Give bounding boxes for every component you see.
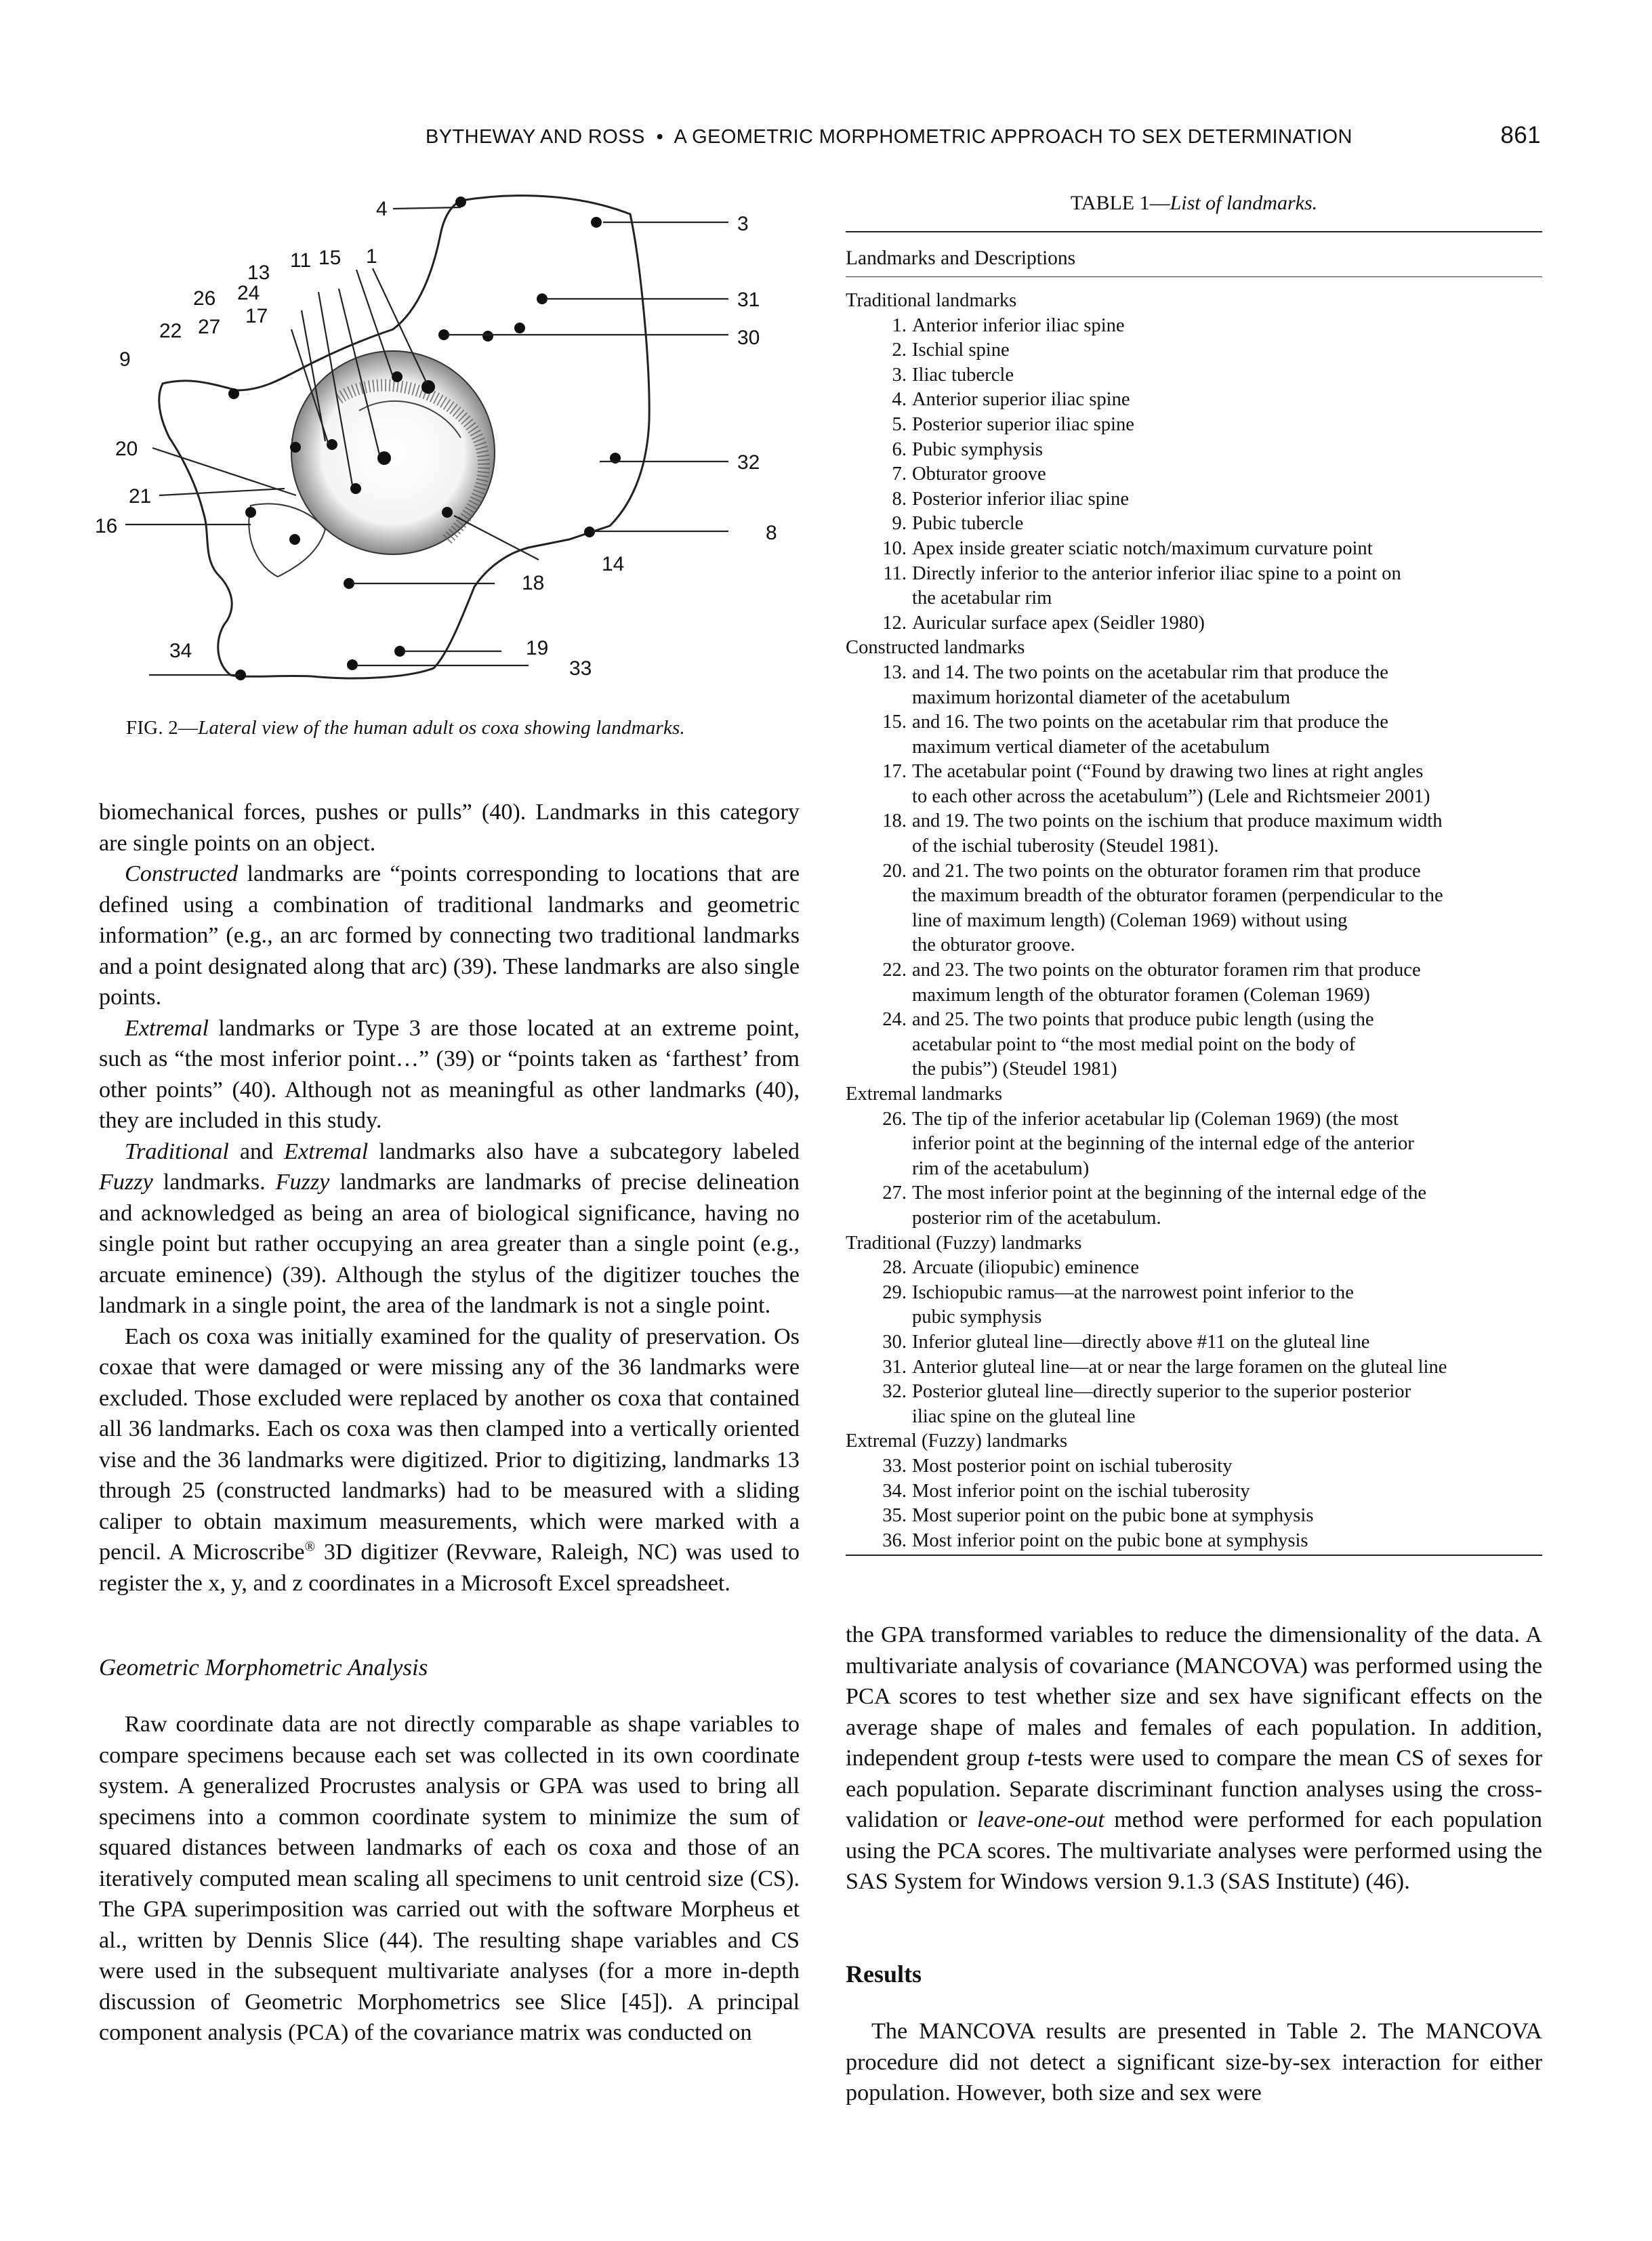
- table-row: [846, 413, 1542, 438]
- table-row-continuation: the pubis”) (Steudel 1981): [912, 1058, 1117, 1080]
- landmark-number: 5.: [892, 413, 907, 435]
- landmark-description: Iliac tubercle: [912, 364, 1014, 386]
- landmark-number: 11.: [883, 562, 907, 584]
- table-title-text: List of landmarks.: [1170, 192, 1318, 214]
- running-head-bullet: •: [656, 126, 664, 148]
- left-column-top: [99, 797, 800, 1599]
- table-row: [846, 1256, 1542, 1281]
- paragraph: The MANCOVA results are presented in Table 2. The MANCOVA procedure did not detect a significant size-by-sex interaction for either population. However, both size and sex were: [846, 2019, 1542, 2105]
- landmark-number: 26.: [882, 1108, 907, 1130]
- text: landmarks also have a subcategory labeled: [368, 1138, 800, 1164]
- landmark-number: 29.: [882, 1281, 907, 1303]
- landmark-description: Auricular surface apex (Seidler 1980): [912, 612, 1205, 634]
- landmark-number: 31.: [882, 1356, 907, 1378]
- table-row: [846, 1454, 1542, 1479]
- table-row-continuation: line of maximum length) (Coleman 1969) without using: [912, 909, 1348, 931]
- table-row-continuation: rim of the acetabulum): [912, 1157, 1090, 1179]
- paragraph: [99, 1136, 800, 1321]
- running-head: [426, 122, 1541, 148]
- figure-caption-prefix: FIG. 2—: [126, 717, 199, 739]
- landmark-number: 2.: [892, 340, 907, 361]
- fig-label: 16: [95, 515, 118, 537]
- table-row: [846, 512, 1542, 537]
- table-row-continuation: to each other across the acetabulum”) (Lele and Richtsmeier 2001): [912, 785, 1430, 807]
- table-row: [846, 661, 1542, 686]
- fig-label: 14: [602, 553, 625, 575]
- os-coxa-drawing: [95, 187, 833, 716]
- table-row: [846, 562, 1542, 587]
- fig-label: 26: [193, 287, 216, 310]
- landmark-description: Inferior gluteal line—directly above #11 on the gluteal line: [912, 1331, 1370, 1353]
- emphasis: Fuzzy: [275, 1170, 330, 1195]
- text: landmarks are landmarks of precise delineation and acknowledged as being an area of biological significance, having no single point but rather occupying an area greater than a single point (e.g., arcuate eminence) (39). Although the stylus of the digitizer touches the landmark in a single point, the area of the landmark is not a single point.: [99, 1170, 800, 1318]
- fig-label: 34: [169, 640, 192, 662]
- fig-label: 9: [119, 348, 131, 371]
- table-row-continuation: inferior point at the beginning of the internal edge of the anterior: [912, 1133, 1414, 1155]
- table-title: [846, 192, 1542, 215]
- table-group-heading: Extremal landmarks: [846, 1084, 1003, 1105]
- landmark-description: Pubic tubercle: [912, 513, 1024, 535]
- text: Each os coxa was initially examined for the quality of preservation. Os coxae that were damaged or were missing any of the 36 landmarks were excluded. Those excluded were replaced by another os coxa that contained all 36 landmarks. Each os coxa was then clamped into a vertically oriented vise and the 36 landmarks were digitized. Prior to digitizing, landmarks 13 through 25 (constructed landmarks) had to be measured with a sliding caliper to obtain maximum measurements, which were marked with a pencil. A Microscribe: [99, 1323, 800, 1565]
- landmark-description: and 25. The two points that produce pubic length (using the: [912, 1009, 1374, 1031]
- table-row-continuation: the maximum breadth of the obturator foramen (perpendicular to the: [912, 885, 1443, 907]
- landmark-number: 20.: [882, 860, 907, 882]
- landmark-description: Most superior point on the pubic bone at symphysis: [912, 1505, 1314, 1527]
- landmark-number: 6.: [892, 438, 907, 460]
- table-row-continuation: maximum horizontal diameter of the acetabulum: [912, 686, 1291, 708]
- section-heading: Geometric Morphometric Analysis: [99, 1654, 428, 1681]
- table-header-rule: [846, 276, 1542, 277]
- landmark-description: and 21. The two points on the obturator foramen rim that produce: [912, 860, 1421, 882]
- fig-label: 22: [159, 320, 182, 342]
- landmark-number: 10.: [882, 537, 907, 559]
- table-row: [846, 438, 1542, 463]
- landmark-number: 35.: [882, 1505, 907, 1527]
- landmark-number: 3.: [892, 364, 907, 386]
- table-row: [846, 487, 1542, 512]
- registered-mark: ®: [304, 1539, 316, 1555]
- table-row: [846, 1330, 1542, 1355]
- landmark-description: The tip of the inferior acetabular lip (Coleman 1969) (the most: [912, 1108, 1399, 1130]
- landmark-description: Obturator groove: [912, 464, 1046, 485]
- text: -tests were used to compare the mean CS of sexes for each population. Separate discriminant function analyses using the cross-validation or: [846, 1746, 1542, 1832]
- running-head-authors: BYTHEWAY AND ROSS: [426, 126, 645, 148]
- fig-label: 13: [247, 262, 270, 284]
- table-row: [846, 859, 1542, 884]
- table-row: [846, 363, 1542, 388]
- table-body: [846, 289, 1542, 1553]
- table-row-continuation: pubic symphysis: [912, 1307, 1042, 1328]
- table-row: [846, 809, 1542, 834]
- paragraph: [99, 1013, 800, 1136]
- table-row-continuation: posterior rim of the acetabulum.: [912, 1207, 1161, 1229]
- table-row: [846, 462, 1542, 487]
- table-row: [846, 1504, 1542, 1529]
- landmark-description: Most inferior point on the ischial tuberosity: [912, 1480, 1250, 1502]
- table-row: [846, 338, 1542, 363]
- emphasis: Extremal: [284, 1138, 369, 1164]
- table-row-continuation: maximum vertical diameter of the acetabulum: [912, 736, 1270, 758]
- table-header: Landmarks and Descriptions: [846, 247, 1076, 269]
- landmark-number: 22.: [882, 960, 907, 981]
- figure-caption: [126, 717, 685, 739]
- landmark-description: The most inferior point at the beginning of the internal edge of the: [912, 1183, 1427, 1204]
- table-row: [846, 1479, 1542, 1504]
- fig-label: 30: [737, 327, 760, 349]
- paragraph: Raw coordinate data are not directly comparable as shape variables to compare specimens because each set was collected in its own coordinate system. A generalized Procrustes analysis or GPA was used to bring all specimens into a common coordinate system to minimize the sum of squared distances between landmarks of each os coxa and those of an iteratively computed mean scaling all specimens to unit centroid size (CS). The GPA superimposition was carried out with the software Morpheus et al., written by Dennis Slice (44). The resulting shape variables and CS were used in the subsequent multivariate analyses (for a more in-depth discussion of Geometric Morphometrics see Slice [45]). A principal component analysis (PCA) of the covariance matrix was conducted on: [99, 1712, 800, 2045]
- table-row-continuation: iliac spine on the gluteal line: [912, 1405, 1136, 1427]
- results-text: [846, 2016, 1542, 2109]
- landmark-number: 30.: [882, 1331, 907, 1353]
- landmark-number: 27.: [882, 1183, 907, 1204]
- landmark-description: Pubic symphysis: [912, 438, 1044, 460]
- landmark-description: Ischiopubic ramus—at the narrowest point inferior to the: [912, 1281, 1354, 1303]
- table-row: [846, 1107, 1542, 1132]
- table-group-heading: Constructed landmarks: [846, 637, 1025, 659]
- running-head-title: A GEOMETRIC MORPHOMETRIC APPROACH TO SEX DETERMINATION: [674, 126, 1352, 148]
- acetabulum: [291, 351, 495, 554]
- landmark-number: 28.: [882, 1257, 907, 1279]
- landmark-description: and 23. The two points on the obturator foramen rim that produce: [912, 960, 1421, 981]
- text: method were performed for each population using the PCA scores. The multivariate analyses were performed using the SAS System for Windows version 9.1.3 (SAS Institute) (46).: [846, 1807, 1542, 1894]
- emphasis: Fuzzy: [99, 1170, 153, 1195]
- table-row-continuation: of the ischial tuberosity (Steudel 1981).: [912, 836, 1219, 857]
- emphasis: Traditional: [125, 1138, 229, 1164]
- landmark-description: The acetabular point (“Found by drawing two lines at right angles: [912, 761, 1424, 783]
- fig-label: 33: [569, 657, 592, 680]
- table-group-heading: Traditional (Fuzzy) landmarks: [846, 1232, 1082, 1254]
- landmark-number: 1.: [892, 314, 907, 336]
- landmark-number: 36.: [882, 1529, 907, 1551]
- text: landmarks or Type 3 are those located at an extreme point, such as “the most inferior point…” (39) or “points taken as ‘farthest’ from other points” (40). Although not as meaningful as other landmarks (40), they are included in this study.: [99, 1015, 800, 1133]
- landmark-number: 17.: [882, 761, 907, 783]
- fig-label: 15: [318, 247, 342, 269]
- landmark-number: 13.: [882, 661, 907, 683]
- text: landmarks are “points corresponding to locations that are defined using a combination of traditional landmarks and geometric information” (e.g., an arc formed by connecting two traditional landmarks and a point designated along that arc) (39). These landmarks are also single points.: [99, 861, 800, 1010]
- landmark-description: and 16. The two points on the acetabular rim that produce the: [912, 712, 1388, 733]
- landmark-number: 12.: [882, 612, 907, 634]
- landmark-description: and 14. The two points on the acetabular rim that produce the: [912, 661, 1388, 683]
- fig-label: 8: [766, 522, 777, 544]
- text: landmarks.: [152, 1170, 276, 1195]
- landmark-description: Posterior gluteal line—directly superior to the superior posterior: [912, 1381, 1411, 1403]
- fig-label: 20: [115, 438, 138, 460]
- fig-label: 17: [245, 305, 268, 327]
- text: 3D digitizer (Revware, Raleigh, NC) was used to register the x, y, and z coordinates in a Microsoft Excel spreadsheet.: [99, 1540, 800, 1596]
- landmark-description: Apex inside greater sciatic notch/maximum curvature point: [912, 537, 1373, 559]
- table-group-heading: Extremal (Fuzzy) landmarks: [846, 1431, 1068, 1452]
- landmark-description: Ischial spine: [912, 340, 1010, 361]
- paragraph: biomechanical forces, pushes or pulls” (40). Landmarks in this category are single points on an object.: [99, 800, 800, 856]
- table-row: [846, 537, 1542, 562]
- landmark-number: 33.: [882, 1455, 907, 1477]
- emphasis: Extremal: [125, 1015, 209, 1041]
- right-column-bottom: [846, 1620, 1542, 1897]
- table-row-continuation: maximum length of the obturator foramen (Coleman 1969): [912, 984, 1370, 1006]
- landmark-number: 24.: [882, 1009, 907, 1031]
- fig-label: 4: [376, 198, 388, 220]
- fig-label: 1: [366, 245, 377, 268]
- table-group-heading: Traditional landmarks: [846, 290, 1017, 311]
- landmark-description: Most inferior point on the pubic bone at symphysis: [912, 1529, 1308, 1551]
- landmark-number: 15.: [882, 712, 907, 733]
- table-row: [846, 1380, 1542, 1405]
- landmark-description: Anterior inferior iliac spine: [912, 314, 1125, 336]
- landmark-description: Most posterior point on ischial tuberosity: [912, 1455, 1233, 1477]
- table-top-rule: [846, 231, 1542, 232]
- table-row: [846, 388, 1542, 413]
- landmark-description: and 19. The two points on the ischium that produce maximum width: [912, 810, 1443, 832]
- results-heading: Results: [846, 1960, 922, 1988]
- fig-label: 19: [526, 637, 549, 659]
- landmark-description: Anterior gluteal line—at or near the large foramen on the gluteal line: [912, 1356, 1447, 1378]
- page-number: 861: [1500, 122, 1541, 148]
- fig-label: 32: [737, 451, 760, 474]
- table-row: [846, 1529, 1542, 1554]
- landmark-number: 4.: [892, 389, 907, 411]
- table-row-continuation: the obturator groove.: [912, 934, 1075, 956]
- table-row: [846, 1355, 1542, 1380]
- landmark-description: Arcuate (iliopubic) eminence: [912, 1257, 1140, 1279]
- paragraph: [99, 859, 800, 1013]
- landmark-number: 8.: [892, 488, 907, 510]
- fig-label: 3: [737, 213, 749, 235]
- fig-label: 21: [129, 485, 152, 508]
- table-row: [846, 760, 1542, 785]
- table-row-continuation: acetabular point to “the most medial point on the body of: [912, 1033, 1356, 1055]
- fig-label: 11: [290, 249, 312, 272]
- landmark-number: 32.: [882, 1381, 907, 1403]
- table-row: [846, 314, 1542, 339]
- landmark-number: 18.: [882, 810, 907, 832]
- table-row: [846, 958, 1542, 983]
- text: the GPA transformed variables to reduce the dimensionality of the data. A multivariate analysis of covariance (MANCOVA) was performed using the PCA scores to test whether size and sex have significant effects on the average shape of males and females of each population. In addition, independent group: [846, 1622, 1542, 1771]
- fig-label: 27: [198, 316, 221, 338]
- table-row: [846, 1281, 1542, 1306]
- table-bottom-rule: [846, 1555, 1542, 1556]
- landmark-description: Posterior superior iliac spine: [912, 413, 1134, 435]
- figure-caption-text: Lateral view of the human adult os coxa showing landmarks.: [198, 717, 685, 739]
- table-row-continuation: the acetabular rim: [912, 588, 1052, 609]
- paragraph: [99, 1321, 800, 1599]
- table-title-prefix: TABLE 1—: [1070, 192, 1170, 214]
- left-column-bottom: [99, 1709, 800, 2049]
- table-row: [846, 1181, 1542, 1206]
- paragraph: [846, 1620, 1542, 1897]
- table-row: [846, 1008, 1542, 1033]
- landmark-number: 7.: [892, 464, 907, 485]
- fig-label: 24: [237, 282, 260, 304]
- landmark-description: Anterior superior iliac spine: [912, 389, 1130, 411]
- emphasis: leave-one-out: [976, 1807, 1104, 1832]
- landmark-description: Posterior inferior iliac spine: [912, 488, 1130, 510]
- figure-os-coxa: [95, 187, 833, 716]
- landmark-description: Directly inferior to the anterior inferior iliac spine to a point on: [912, 562, 1401, 584]
- landmark-number: 34.: [882, 1480, 907, 1502]
- fig-label: 31: [737, 289, 760, 311]
- emphasis: t: [1027, 1746, 1034, 1771]
- text: and: [228, 1138, 285, 1164]
- emphasis: Constructed: [125, 861, 239, 886]
- fig-label: 18: [522, 572, 545, 594]
- table-row: [846, 611, 1542, 636]
- table-row: [846, 710, 1542, 735]
- landmark-number: 9.: [892, 513, 907, 535]
